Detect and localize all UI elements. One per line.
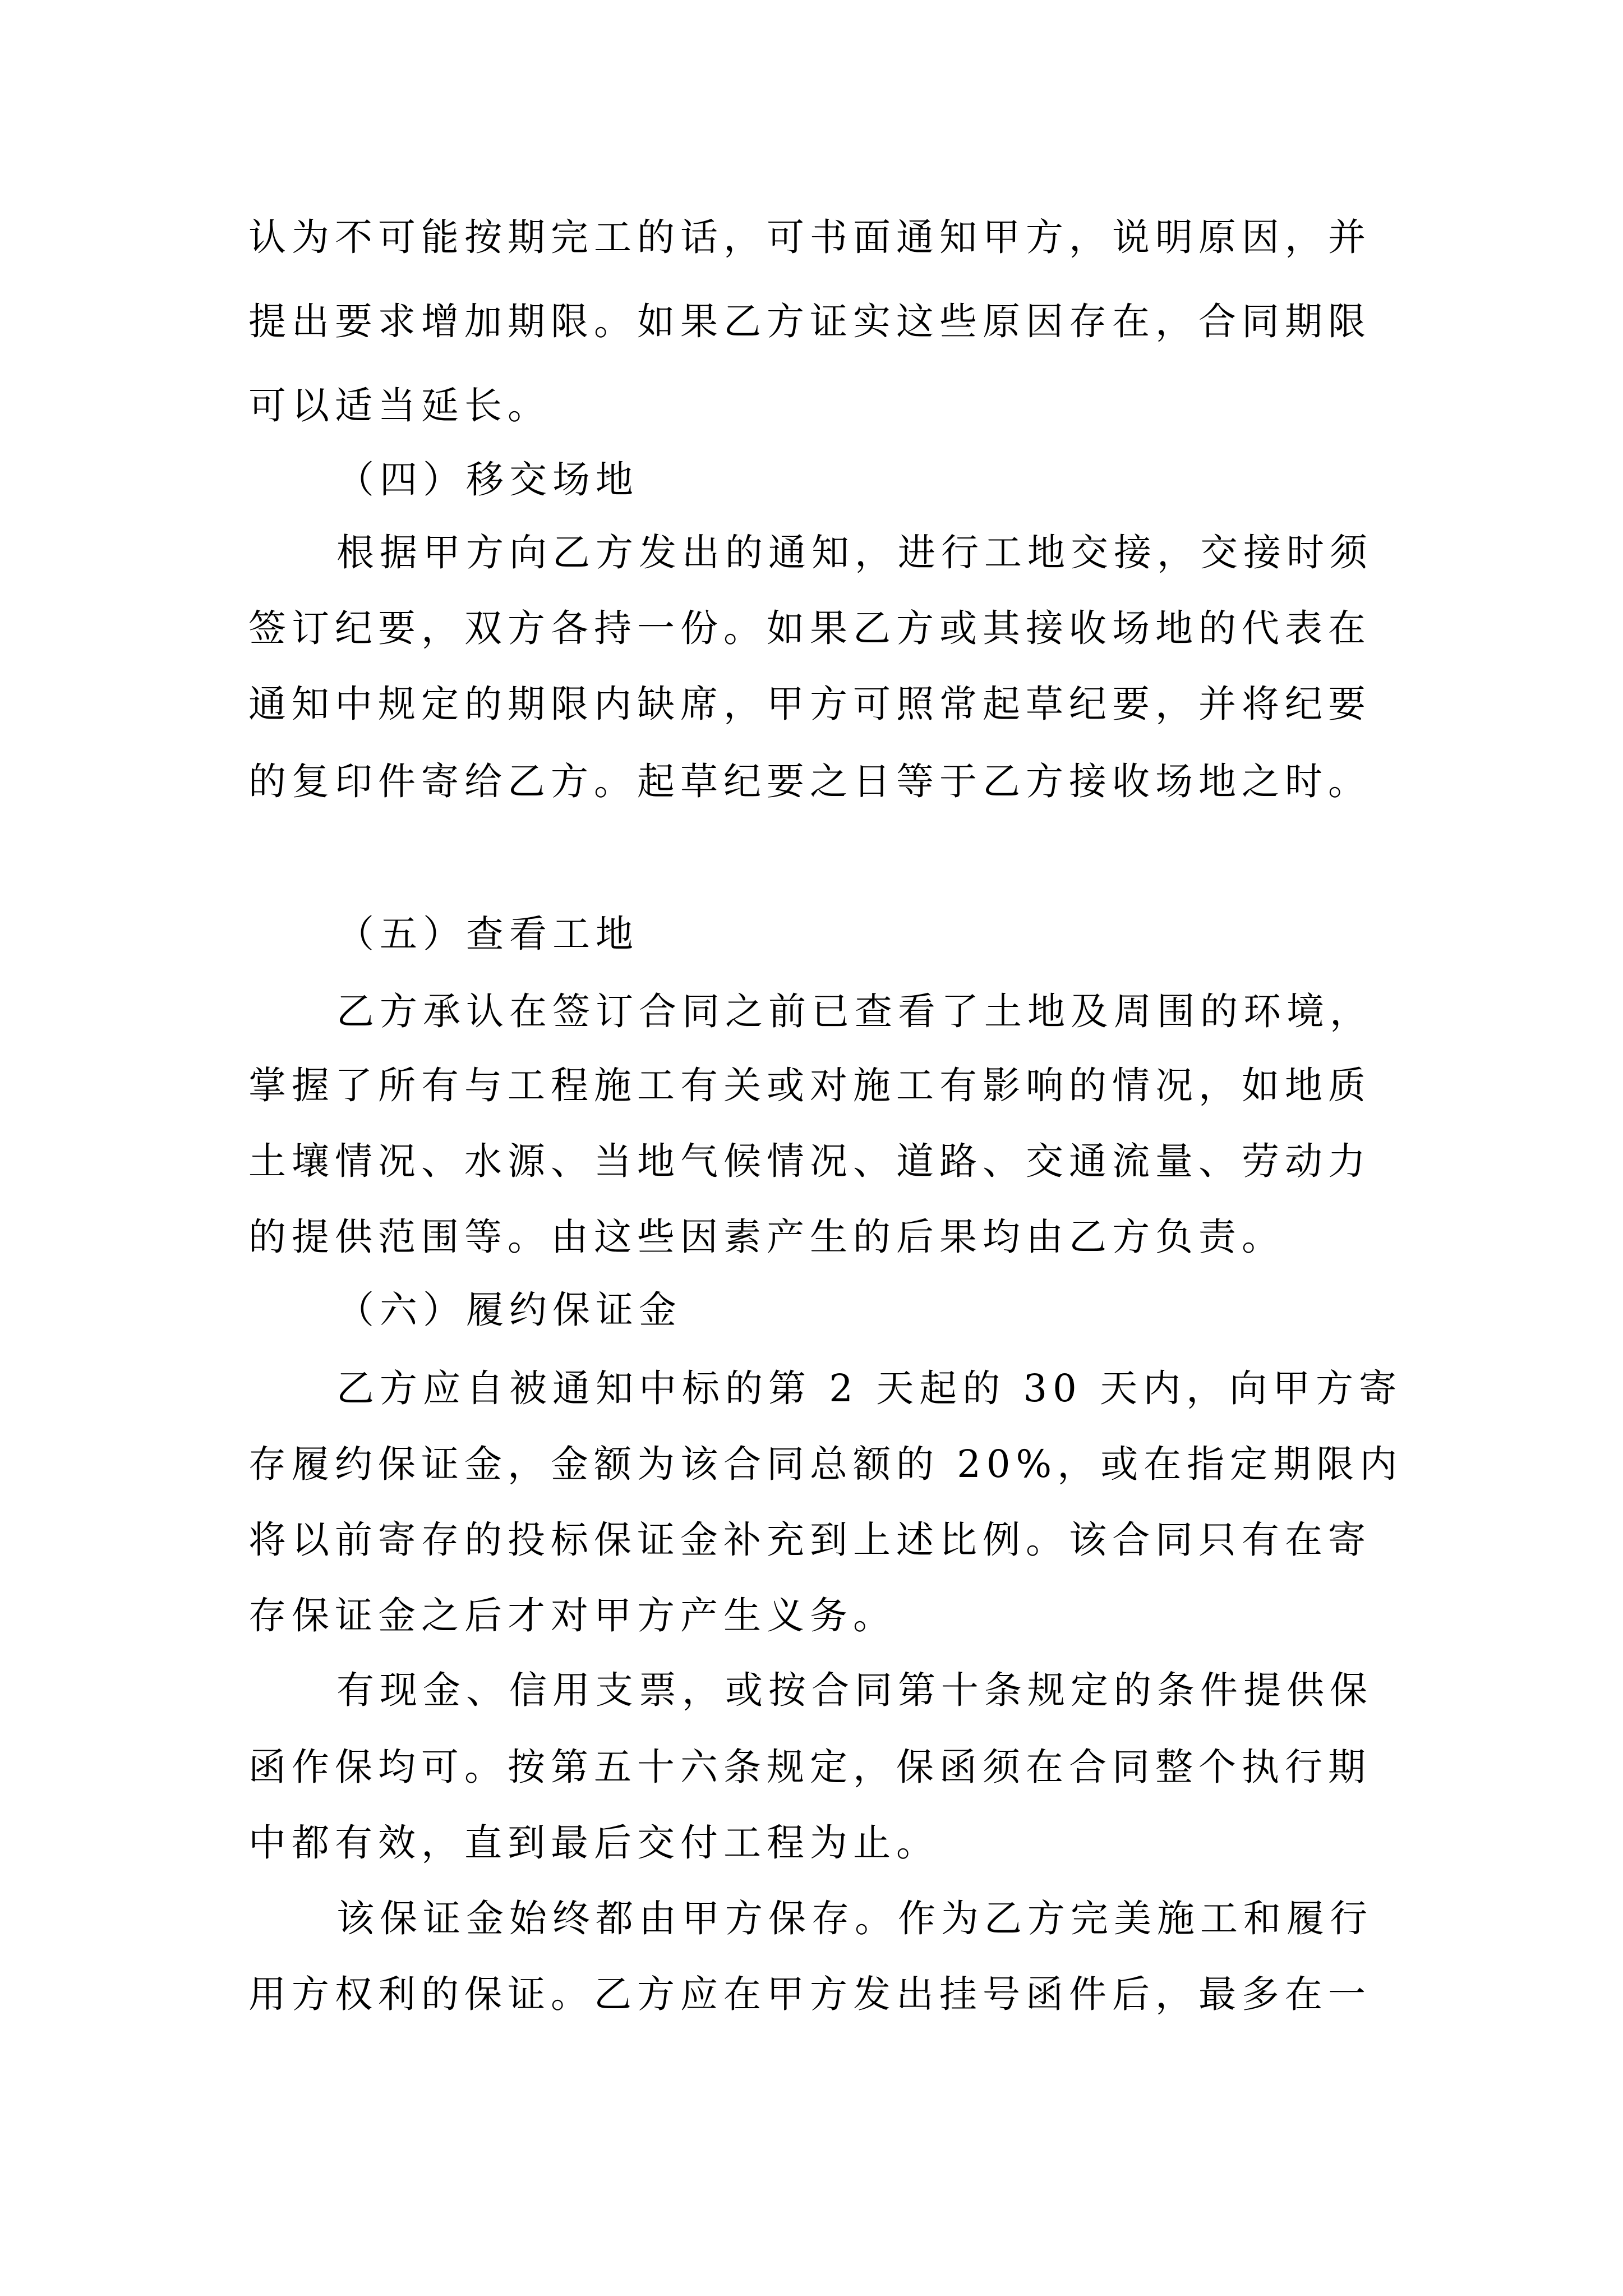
- text-line: 签订纪要，双方各持一份。如果乙方或其接收场地的代表在: [248, 606, 1371, 650]
- text-line: 认为不可能按期完工的话，可书面通知甲方，说明原因，并: [248, 215, 1371, 259]
- paragraph-first-line: 乙方应自被通知中标的第 2 天起的 30 天内，向甲方寄: [336, 1366, 1403, 1410]
- section-heading-6: （六）履约保证金: [336, 1288, 682, 1332]
- paragraph-first-line: 乙方承认在签订合同之前已查看了土地及周围的环境，: [336, 990, 1373, 1033]
- paragraph-first-line: 有现金、信用支票，或按合同第十条规定的条件提供保: [336, 1668, 1373, 1712]
- text-line: 函作保均可。按第五十六条规定，保函须在合同整个执行期: [248, 1745, 1371, 1789]
- paragraph-first-line: 根据甲方向乙方发出的通知，进行工地交接，交接时须: [336, 531, 1373, 574]
- text-line: 存保证金之后才对甲方产生义务。: [248, 1594, 896, 1637]
- text-line: 的复印件寄给乙方。起草纪要之日等于乙方接收场地之时。: [248, 760, 1371, 803]
- text-line: 的提供范围等。由这些因素产生的后果均由乙方负责。: [248, 1215, 1285, 1259]
- section-heading-5: （五）查看工地: [336, 912, 639, 956]
- text-line: 中都有效，直到最后交付工程为止。: [248, 1821, 939, 1865]
- text-line: 可以适当延长。: [248, 384, 551, 427]
- text-line: 将以前寄存的投标保证金补充到上述比例。该合同只有在寄: [248, 1518, 1371, 1562]
- text-line: 存履约保证金，金额为该合同总额的 20%，或在指定期限内: [248, 1442, 1403, 1486]
- text-line: 掌握了所有与工程施工有关或对施工有影响的情况，如地质: [248, 1064, 1371, 1107]
- section-heading-4: （四）移交场地: [336, 458, 639, 501]
- text-line: 用方权利的保证。乙方应在甲方发出挂号函件后，最多在一: [248, 1972, 1371, 2016]
- text-line: 土壤情况、水源、当地气候情况、道路、交通流量、劳动力: [248, 1139, 1371, 1183]
- paragraph-first-line: 该保证金始终都由甲方保存。作为乙方完美施工和履行: [336, 1897, 1373, 1940]
- text-line: 通知中规定的期限内缺席，甲方可照常起草纪要，并将纪要: [248, 682, 1371, 726]
- text-line: 提出要求增加期限。如果乙方证实这些原因存在，合同期限: [248, 300, 1371, 343]
